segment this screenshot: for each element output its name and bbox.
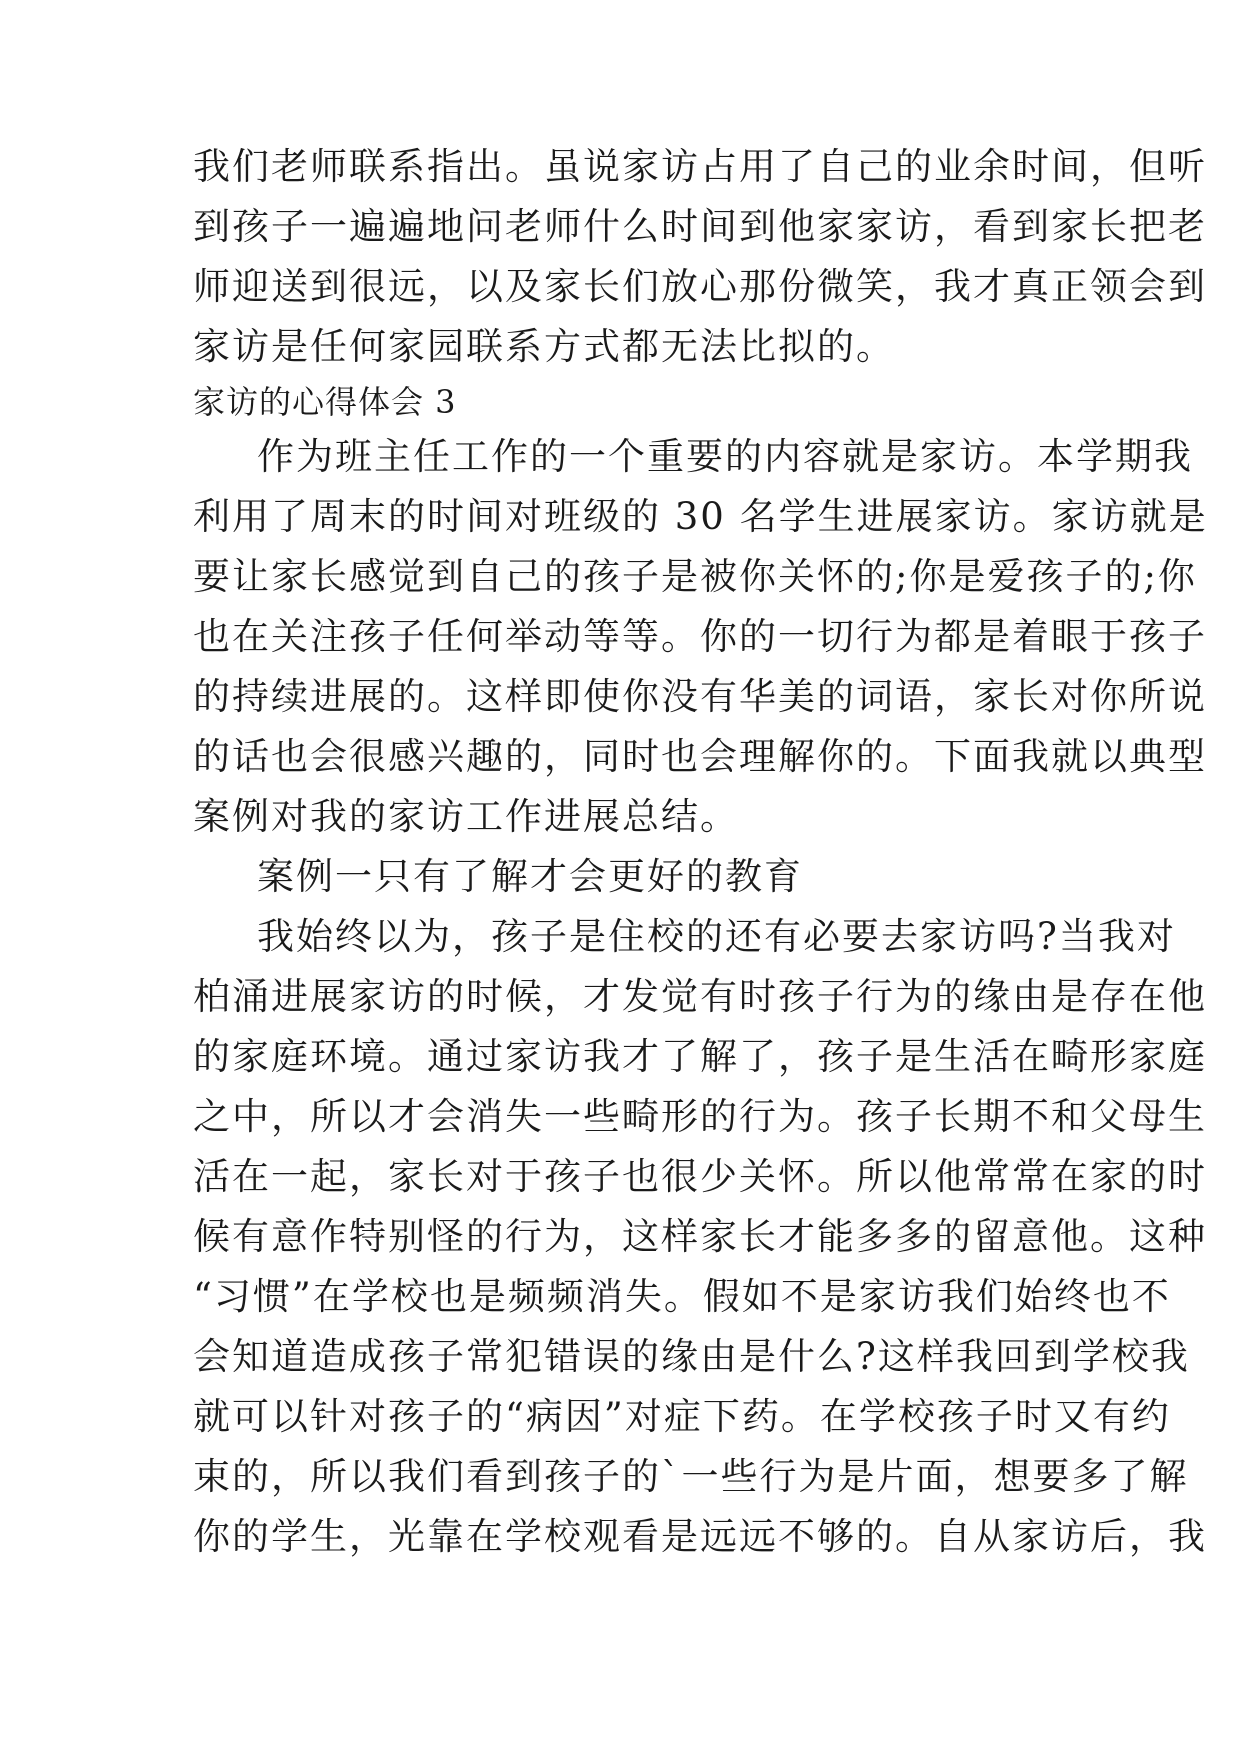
paragraph-line: 我始终以为，孩子是住校的还有必要去家访吗?当我对: [257, 915, 1176, 958]
paragraph-line: 候有意作特别怪的行为，这样家长才能多多的留意他。这种: [193, 1215, 1207, 1258]
paragraph-line: 到孩子一遍遍地问老师什么时间到他家家访，看到家长把老: [193, 205, 1207, 248]
paragraph-line: 的家庭环境。通过家访我才了解了，孩子是生活在畸形家庭: [193, 1035, 1207, 1078]
paragraph-line: 的话也会很感兴趣的，同时也会理解你的。下面我就以典型: [193, 735, 1207, 778]
paragraph-line: 作为班主任工作的一个重要的内容就是家访。本学期我: [257, 435, 1193, 478]
paragraph-line: 会知道造成孩子常犯错误的缘由是什么?这样我回到学校我: [193, 1335, 1190, 1378]
paragraph-line: 柏涌进展家访的时候，才发觉有时孩子行为的缘由是存在他: [193, 975, 1207, 1018]
paragraph-line: 利用了周末的时间对班级的 30 名学生进展家访。家访就是: [193, 495, 1208, 538]
paragraph-line: 我们老师联系指出。虽说家访占用了自己的业余时间，但听: [193, 145, 1207, 188]
paragraph-line: 案例对我的家访工作进展总结。: [193, 795, 739, 838]
paragraph-line: 家访是任何家园联系方式都无法比拟的。: [193, 325, 895, 368]
paragraph-line: 你的学生，光靠在学校观看是远远不够的。自从家访后，我: [193, 1515, 1207, 1558]
paragraph-line: 就可以针对孩子的“病因”对症下药。在学校孩子时又有约: [193, 1395, 1171, 1438]
section-heading: 家访的心得体会 3: [193, 383, 457, 421]
case-title: 案例一只有了解才会更好的教育: [257, 855, 803, 898]
paragraph-line: 束的，所以我们看到孩子的`一些行为是片面，想要多了解: [193, 1455, 1189, 1498]
paragraph-line: 的持续进展的。这样即使你没有华美的词语，家长对你所说: [193, 675, 1207, 718]
paragraph-line: 活在一起，家长对于孩子也很少关怀。所以他常常在家的时: [193, 1155, 1207, 1198]
paragraph-line: 师迎送到很远，以及家长们放心那份微笑，我才真正领会到: [193, 265, 1207, 308]
paragraph-line: 也在关注孩子任何举动等等。你的一切行为都是着眼于孩子: [193, 615, 1207, 658]
paragraph-line: 要让家长感觉到自己的孩子是被你关怀的;你是爱孩子的;你: [193, 555, 1197, 598]
paragraph-line: “习惯”在学校也是频频消失。假如不是家访我们始终也不: [193, 1275, 1171, 1318]
paragraph-line: 之中，所以才会消失一些畸形的行为。孩子长期不和父母生: [193, 1095, 1207, 1138]
